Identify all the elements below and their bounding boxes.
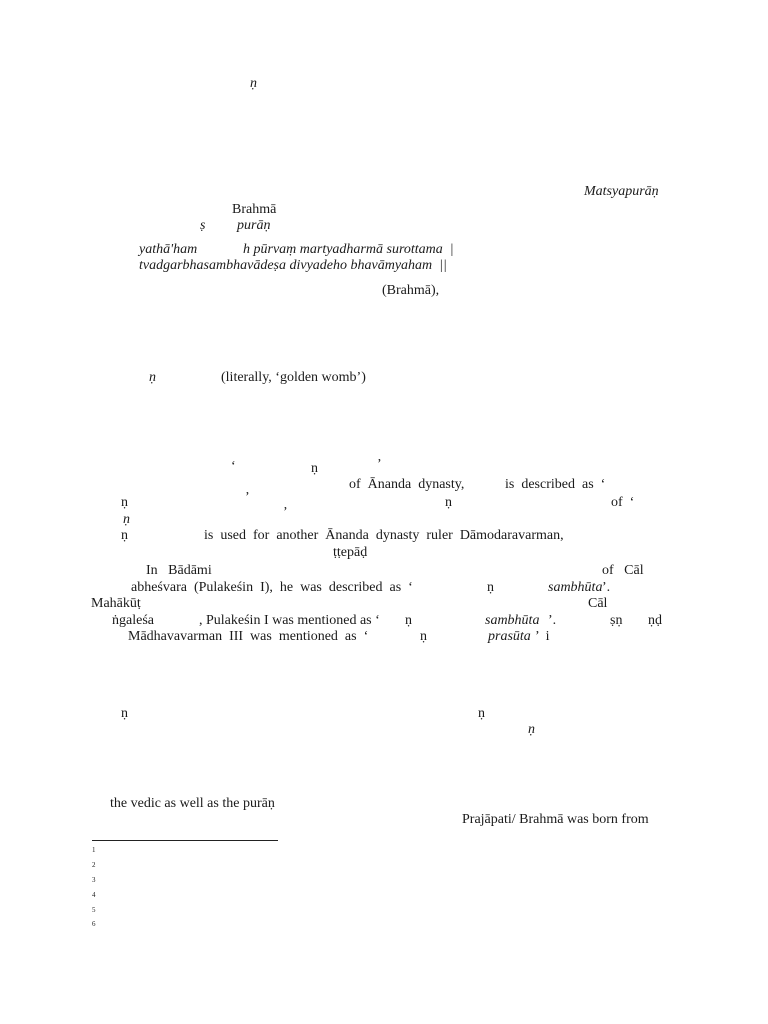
text-fragment-brahma-paren: (Brahmā),: [382, 283, 440, 298]
text-fragment-14: ’: [377, 457, 382, 472]
text-fragment-40: ṇḍ: [648, 613, 662, 628]
text-fragment-39: ṣṇ: [610, 613, 623, 628]
text-fragment-22: ’: [283, 505, 288, 520]
text-fragment-12: ‘: [231, 459, 236, 474]
text-fragment-31: ’.: [602, 580, 611, 595]
text-fragment-18: ’: [245, 490, 250, 505]
footnote-number-5: 5: [92, 906, 96, 914]
text-fragment-17: ṇ: [121, 495, 128, 510]
text-fragment-of-cal: of Cāl: [602, 563, 644, 578]
footnote-separator: [92, 840, 278, 841]
text-fragment-golden-womb: (literally, ‘golden womb’): [221, 370, 366, 385]
text-fragment-matsyapurana: Matsyapurāṇ: [584, 184, 659, 199]
text-fragment-prajapati: Prajāpati/ Brahmā was born from: [462, 812, 649, 827]
text-fragment-3: ṣ: [200, 218, 206, 233]
text-fragment-mahakut: Mahākūṭ: [91, 596, 141, 611]
verse-line-1a: yathā'ham: [139, 242, 198, 257]
text-fragment-ananda-dynasty: of Ānanda dynasty,: [349, 477, 465, 492]
text-fragment-21: ṇ: [123, 512, 130, 527]
text-fragment-cal: Cāl: [588, 596, 608, 611]
text-fragment-prasuta: prasūta: [488, 629, 531, 644]
text-fragment-madhavavarman: Mādhavavarman III was mentioned as ‘: [128, 629, 369, 644]
text-fragment-purana: purāṇ: [237, 218, 271, 233]
footnote-number-6: 6: [92, 920, 96, 928]
text-fragment-damodaravarman: is used for another Ānanda dynasty ruler Dāmodaravarman,: [204, 528, 564, 543]
text-fragment-pulakesin: abheśvara (Pulakeśin I), he was described as ‘: [131, 580, 413, 595]
text-fragment-42: ṇ: [420, 629, 427, 644]
verse-line-1b: h pūrvaṃ martyadharmā surottama |: [243, 242, 454, 257]
verse-line-2: tvadgarbhasambhavādeṣa divyadeho bhavāmyaham ||: [139, 258, 447, 273]
text-fragment-1: ṇ: [250, 76, 257, 91]
text-fragment-36: ṇ: [405, 613, 412, 628]
text-fragment-ttepad: ṭṭepāḍ: [333, 545, 368, 560]
text-fragment-mangalesa: ṅgaleśa: [112, 613, 154, 628]
text-fragment-44: ’ i: [535, 629, 550, 644]
text-fragment-vedic-purana: the vedic as well as the purāṇ: [110, 796, 275, 811]
footnote-number-1: 1: [92, 846, 96, 854]
text-fragment-described-as: is described as ‘: [505, 477, 606, 492]
text-fragment-47: ṇ: [528, 722, 535, 737]
text-fragment-brahma: Brahmā: [232, 202, 277, 217]
text-fragment-19: ṇ: [445, 495, 452, 510]
text-fragment-pulakesin-mentioned: , Pulakeśin I was mentioned as ‘: [199, 613, 380, 628]
text-fragment-badami: In Bādāmi: [146, 563, 212, 578]
text-fragment-46: ṇ: [478, 706, 485, 721]
text-fragment-23: ṇ: [121, 528, 128, 543]
text-fragment-13: ṇ: [311, 461, 318, 476]
footnote-number-2: 2: [92, 861, 96, 869]
text-fragment-10: ṇ: [149, 370, 156, 385]
text-fragment-38: ’.: [548, 613, 557, 628]
footnote-number-4: 4: [92, 891, 96, 899]
text-fragment-of: of ‘: [611, 495, 635, 510]
text-fragment-sambhuta-1: sambhūta: [548, 580, 603, 595]
text-fragment-45: ṇ: [121, 706, 128, 721]
footnote-number-3: 3: [92, 876, 96, 884]
text-fragment-sambhuta-2: sambhūta: [485, 613, 540, 628]
text-fragment-29: ṇ: [487, 580, 494, 595]
